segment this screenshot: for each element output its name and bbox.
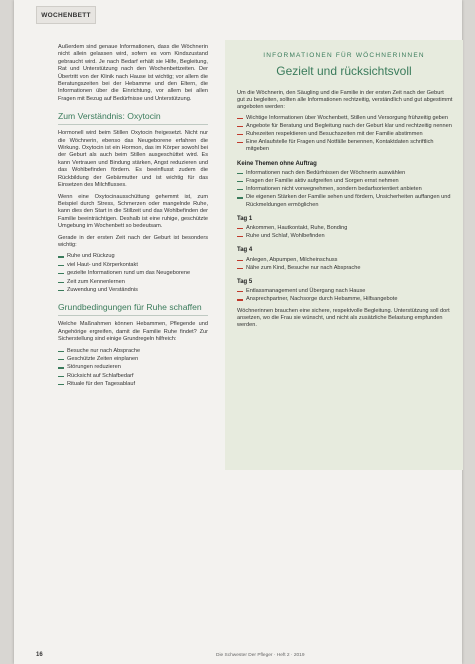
oxytocin-list bbox=[58, 253, 208, 294]
box-heading-tag1: Tag 1 bbox=[237, 215, 253, 222]
list-item: Zuwendung und Verständnis bbox=[58, 287, 208, 294]
list-item: gezielte Informationen rund um das Neugeborene bbox=[58, 270, 208, 277]
list-item: Nähe zum Kind, Besuche nur nach Absprache bbox=[237, 265, 453, 272]
list-item: Wichtige Informationen über Wochenbett, Stillen und Versorgung frühzeitig geben bbox=[237, 115, 453, 122]
list-item: Rücksicht auf Schlafbedarf bbox=[58, 373, 208, 380]
heading-oxytocin: Zum Verständnis: Oxytocin bbox=[58, 111, 208, 125]
page-footer bbox=[36, 652, 442, 660]
box-list-themes bbox=[237, 170, 453, 209]
oxytocin-paragraph-2: Wenn eine Oxytocinausschüttung gehemmt ist, zum Beispiel durch Stress, Schmerzen oder mangelnde Ruhe, kann dies den Start in die Stillzeit und das Wohlbefinden der Familie beeinträchtigen. Deshalb ist eine ruhige, geschützte Umgebung im Wochenbett so bedeutsam. bbox=[58, 193, 208, 230]
list-item: Ruhezeiten respektieren und Besuchszeiten mit der Familie abstimmen bbox=[237, 131, 453, 138]
footer-text: Die Schwester Der Pfleger · Heft 2 · 2019 bbox=[216, 653, 305, 658]
list-item: Angebote für Beratung und Begleitung nach der Geburt klar und rechtzeitig nennen bbox=[237, 123, 453, 130]
list-item: Informationen nicht vorwegnehmen, sondern bedarfsorientiert anbieten bbox=[237, 186, 453, 193]
ruhe-paragraph: Welche Maßnahmen können Hebammen, Pflegende und Angehörige ergreifen, damit die Familie Ruhe findet? Zur Sicherstellung sind einige Grundregeln hilfreich: bbox=[58, 321, 208, 343]
box-list-tag4 bbox=[237, 257, 453, 272]
list-item: Ankommen, Hautkontakt, Ruhe, Bonding bbox=[237, 225, 453, 232]
box-heading-tag4: Tag 4 bbox=[237, 247, 253, 254]
list-item: Rituale für den Tagesablauf bbox=[58, 381, 208, 388]
heading-ruhe: Grundbedingungen für Ruhe schaffen bbox=[58, 302, 208, 316]
box-title: Gezielt und rücksichtsvoll bbox=[276, 64, 412, 78]
list-item: Eine Anlaufstelle für Fragen und Notfälle benennen, Kontaktdaten schriftlich mitgeben bbox=[237, 139, 453, 153]
list-item: Entlassmanagement und Übergang nach Hause bbox=[237, 288, 453, 295]
intro-paragraph: Außerdem sind genaue Informationen, dass die Wöchnerin nicht allein gelassen wird, sofern es vom Kindszustand gebraucht wird. Je nach Bedarf erhält sie Hilfe, Begleitung, Rat und Unterstützung nach den Wochenbettzeiten. Der Übertritt von der Klinik nach Hause ist wichtig; vor allem die Beratungszeiten bei der Hebamme und den Eltern, die Informationen über die Einrichtung, vor allem bei allen Fragen mit Bezug auf Bedürfnisse und Unterstützung. bbox=[58, 44, 208, 102]
box-list-info bbox=[237, 115, 453, 154]
list-item: Anlegen, Abpumpen, Milcheinschuss bbox=[237, 257, 453, 264]
list-item: Informationen nach den Bedürfnissen der Wöchnerin auswählen bbox=[237, 170, 453, 177]
list-item: Geschützte Zeiten einplanen bbox=[58, 356, 208, 363]
oxytocin-paragraph-1: Hormonell wird beim Stillen Oxytocin freigesetzt. Nicht nur die Wöchnerin, ebenso das Neugeborene erfahren die Wirkung. Oxytocin ist ein Hormon, das im Körper sowohl bei der Geburt als auch beim Stillen ausgeschüttet wird. Es kann Vertrauen und Bindung stärken, Angst reduzieren und das Wohlbefinden fördern. Es beeinflusst zudem die Rückbildung der Gebärmutter und ist wichtig für das Einsetzen des Milchflusses. bbox=[58, 130, 208, 189]
box-heading-themes: Keine Themen ohne Auftrag bbox=[237, 160, 317, 167]
list-item: Ruhe und Rückzug bbox=[58, 253, 208, 260]
box-list-tag5 bbox=[237, 288, 453, 303]
box-body bbox=[237, 90, 453, 332]
left-column bbox=[58, 44, 208, 393]
section-label: WOCHENBETT bbox=[36, 6, 96, 24]
list-item: viel Haut- und Körperkontakt bbox=[58, 262, 208, 269]
list-item: Die eigenen Stärken der Familie sehen und fördern, Unsicherheiten auffangen und Rückmeldungen ermöglichen bbox=[237, 194, 453, 208]
box-list-tag1 bbox=[237, 225, 453, 240]
ruhe-list bbox=[58, 348, 208, 389]
list-item: Fragen der Familie aktiv aufgreifen und Sorgen ernst nehmen bbox=[237, 178, 453, 185]
page-number: 16 bbox=[36, 652, 43, 658]
list-item: Besuche nur nach Absprache bbox=[58, 348, 208, 355]
box-closing: Wöchnerinnen brauchen eine sichere, respektvolle Begleitung. Unterstützung soll dort ansetzen, wo die Frau sie wünscht, und nicht als zusätzliche Belastung empfunden werden. bbox=[237, 307, 450, 329]
list-item: Störungen reduzieren bbox=[58, 364, 208, 371]
box-heading-tag5: Tag 5 bbox=[237, 279, 253, 286]
oxytocin-paragraph-3: Gerade in der ersten Zeit nach der Geburt ist besonders wichtig: bbox=[58, 234, 208, 248]
list-item: Ansprechpartner, Nachsorge durch Hebamme, Hilfsangebote bbox=[237, 296, 453, 303]
list-item: Ruhe und Schlaf, Wohlbefinden bbox=[237, 233, 453, 240]
box-intro: Um die Wöchnerin, den Säugling und die Familie in der ersten Zeit nach der Geburt gut zu begleiten, sollten alle Informationen rechtzeitig, verständlich und gut abgestimmt angeboten werden: bbox=[237, 90, 453, 111]
box-kicker: INFORMATIONEN FÜR WÖCHNERINNEN bbox=[263, 52, 425, 59]
magazine-page bbox=[14, 0, 462, 664]
list-item: Zeit zum Kennenlernen bbox=[58, 279, 208, 286]
info-box bbox=[225, 40, 463, 470]
